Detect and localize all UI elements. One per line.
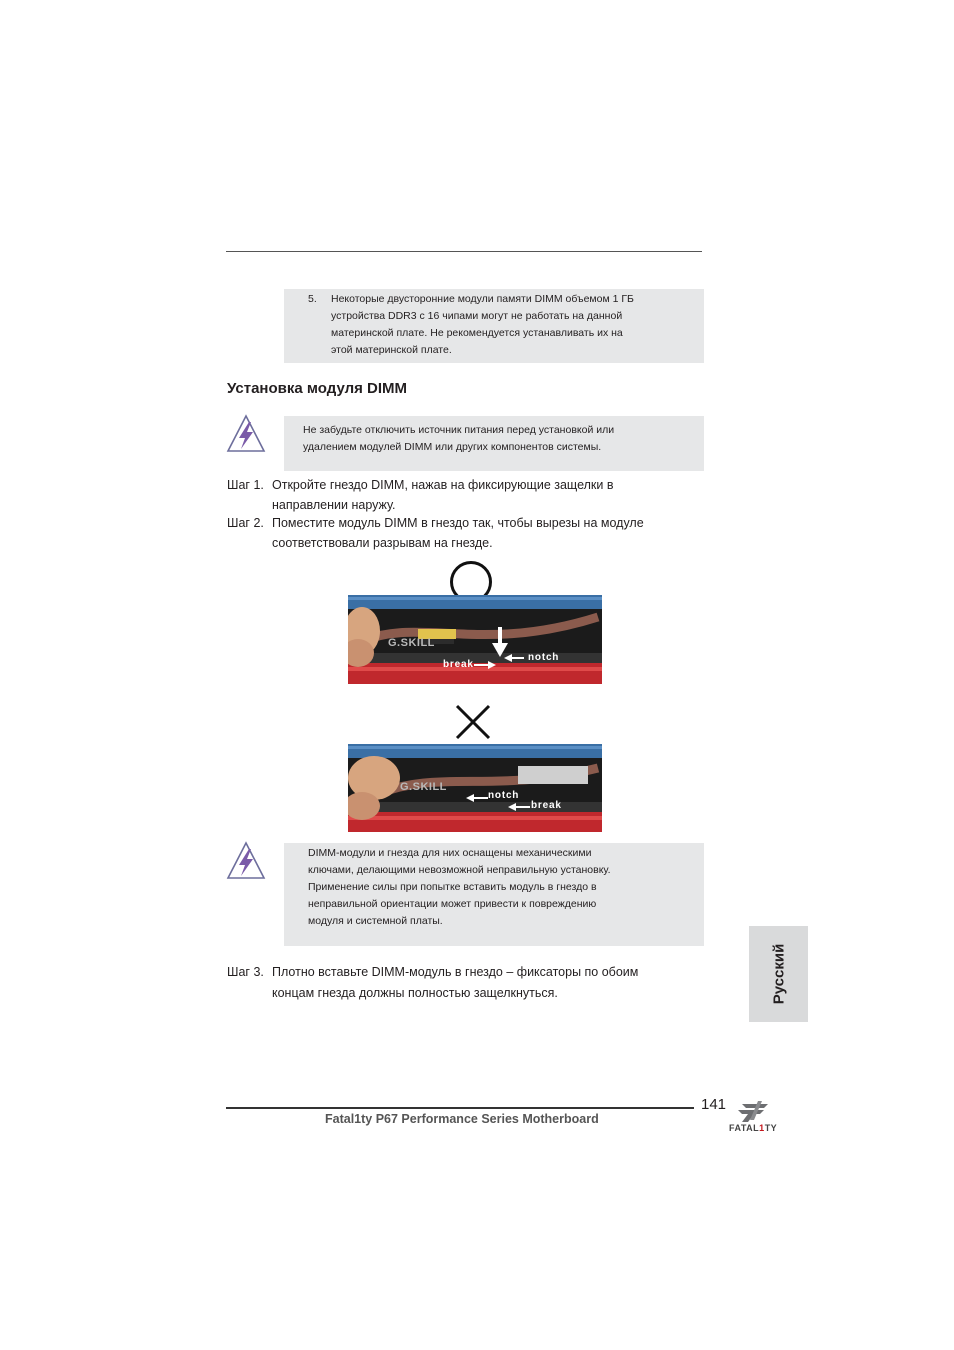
warning-lightning-icon (226, 841, 266, 881)
header-rule (226, 251, 702, 252)
footer-title: Fatal1ty P67 Performance Series Motherboard (325, 1112, 599, 1126)
footer-rule (226, 1107, 694, 1109)
step-label: Шаг 1. (227, 478, 264, 492)
step-text (272, 514, 702, 553)
notch-label: notch (528, 652, 560, 663)
warning-line: Применение силы при попытке вставить модуль в гнездо в (308, 881, 597, 893)
warning-line: ключами, делающими невозможной неправильную установку. (308, 864, 611, 876)
note-text (331, 291, 681, 359)
page-number: 141 (701, 1096, 727, 1113)
step-line: Откройте гнездо DIMM, нажав на фиксирующие защелки в (272, 478, 614, 492)
step-text (272, 476, 702, 515)
step-text (272, 962, 702, 1004)
warning-line: Не забудьте отключить источник питания перед установкой или (303, 424, 615, 436)
warning-lightning-icon (226, 414, 266, 454)
step-label: Шаг 2. (227, 516, 264, 530)
warning-text (308, 845, 688, 930)
brand-logo-text: G.SKILL (400, 781, 447, 793)
step-line: Поместите модуль DIMM в гнездо так, чтобы вырезы на модуле (272, 516, 644, 530)
note-line: Некоторые двусторонние модули памяти DIMM объемом 1 ГБ (331, 293, 634, 305)
note-line: устройства DDR3 с 16 чипами могут не работать на данной (331, 310, 623, 322)
break-label: break (531, 800, 562, 811)
note-number: 5. (308, 293, 317, 305)
step-line: концам гнезда должны полностью защелкнуться. (272, 986, 558, 1000)
warning-text (303, 422, 693, 456)
wrong-mark-icon (455, 704, 491, 740)
language-tab-label: Русский (770, 943, 788, 1005)
step-label: Шаг 3. (227, 965, 264, 979)
note-line: этой материнской плате. (331, 344, 452, 356)
dimm-wrong-photo (348, 744, 602, 832)
step-line: направлении наружу. (272, 497, 396, 512)
logo-text-part: 1 (759, 1123, 765, 1133)
brand-logo-text: G.SKILL (388, 637, 435, 649)
warning-line: удалением модулей DIMM или других компонентов системы. (303, 441, 602, 453)
dimm-correct-photo (348, 595, 602, 684)
notch-label: notch (488, 790, 520, 801)
warning-line: DIMM-модули и гнезда для них оснащены механическими (308, 847, 592, 859)
logo-text-part: FATAL (729, 1123, 760, 1133)
warning-line: неправильной ориентации может привести к повреждению (308, 898, 597, 910)
section-title: Установка модуля DIMM (227, 380, 408, 397)
break-label: break (443, 659, 474, 670)
step-line: соответствовали разрывам на гнезде. (272, 535, 493, 550)
logo-wordmark (729, 1123, 777, 1133)
note-line: материнской плате. Не рекомендуется устанавливать их на (331, 327, 623, 339)
step-line: Плотно вставьте DIMM-модуль в гнездо – фиксаторы по обоим (272, 965, 639, 979)
logo-text-part: TY (764, 1123, 778, 1133)
warning-line: модуля и системной платы. (308, 915, 443, 927)
